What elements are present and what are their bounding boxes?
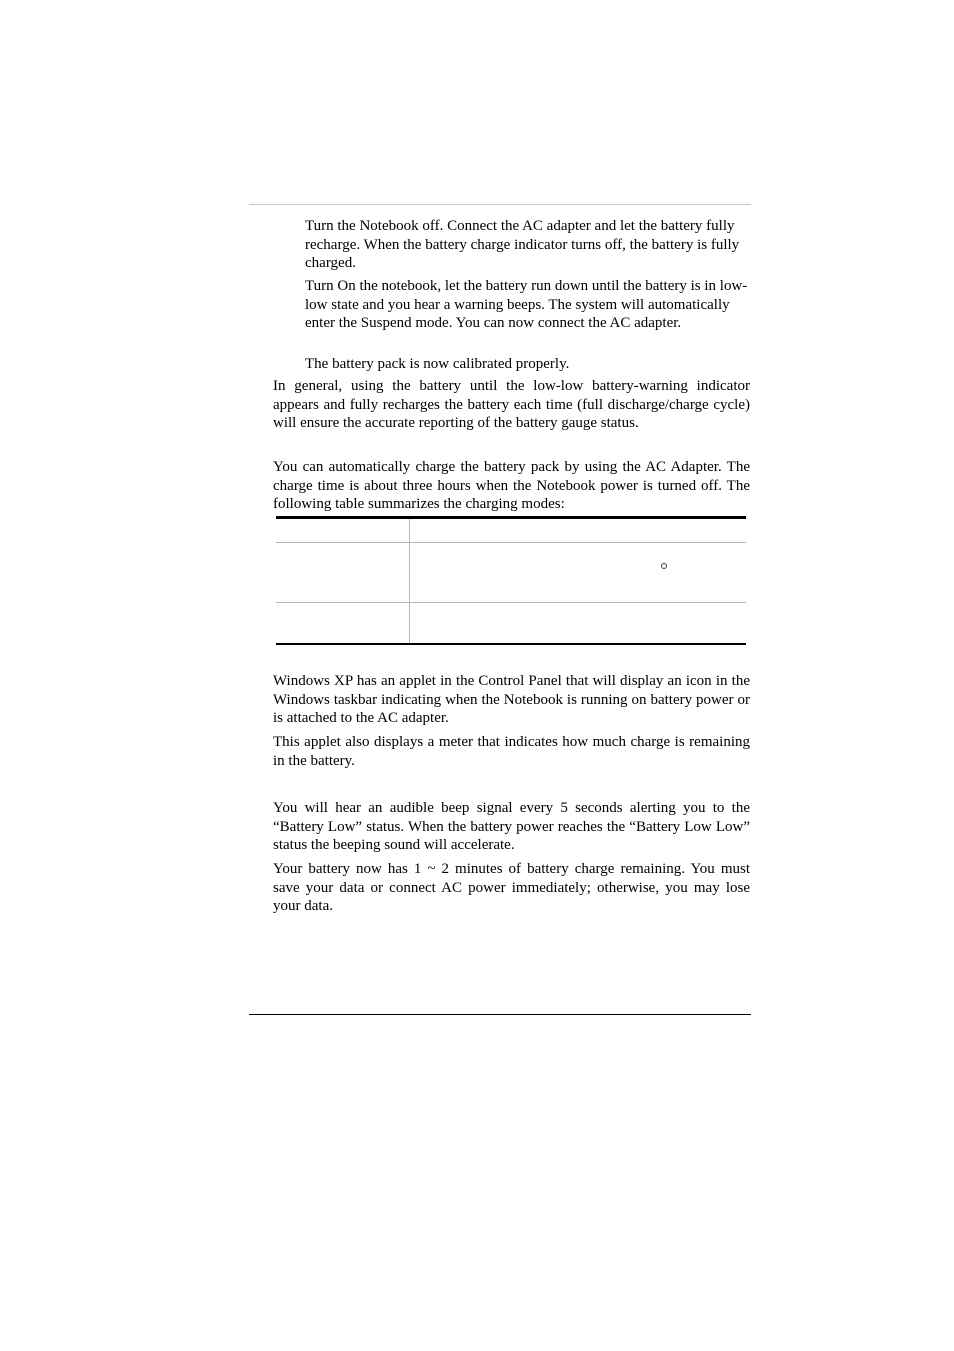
battery-low-paragraph-2: Your battery now has 1 ~ 2 minutes of battery charge remaining. You must save your data or connect AC power immediately; otherwise, you may lose your data. — [273, 861, 750, 914]
calibration-step-2: Turn On the notebook, let the battery run down until the battery is in low-low state and you hear a warning beeps. The system will automatically enter the Suspend mode. You can now connect the AC adapter. — [305, 278, 748, 331]
table-bottom-rule — [276, 643, 746, 645]
calibration-step-3: The battery pack is now calibrated properly. — [305, 356, 570, 372]
table-top-rule — [276, 516, 746, 519]
table-column-divider — [409, 519, 410, 643]
table-row-rule — [276, 602, 746, 603]
footer-rule — [249, 1014, 751, 1015]
calibration-step-1: Turn the Notebook off. Connect the AC adapter and let the battery fully recharge. When the battery charge indicator turns off, the battery is fully charged. — [305, 218, 740, 271]
power-meter-paragraph-2: This applet also displays a meter that indicates how much charge is remaining in the battery. — [273, 734, 750, 769]
charging-intro: You can automatically charge the battery pack by using the AC Adapter. The charge time is about three hours when the Notebook power is turned off. The following table summarizes the charging modes: — [273, 459, 750, 512]
battery-low-paragraph-1: You will hear an audible beep signal every 5 seconds alerting you to the “Battery Low” status. When the battery power reaches the “Battery Low Low” status the beeping sound will accelerate. — [273, 800, 750, 853]
header-rule — [249, 204, 751, 205]
degree-symbol-mark — [661, 563, 667, 569]
calibration-note: In general, using the battery until the low-low battery-warning indicator appears and fully recharges the battery each time (full discharge/charge cycle) will ensure the accurate reporting of the battery gauge status. — [273, 378, 750, 431]
charging-modes-table — [276, 516, 746, 646]
power-meter-paragraph-1: Windows XP has an applet in the Control Panel that will display an icon in the Windows taskbar indicating when the Notebook is running on battery power or is attached to the AC adapter. — [273, 673, 750, 726]
table-header-rule — [276, 542, 746, 543]
